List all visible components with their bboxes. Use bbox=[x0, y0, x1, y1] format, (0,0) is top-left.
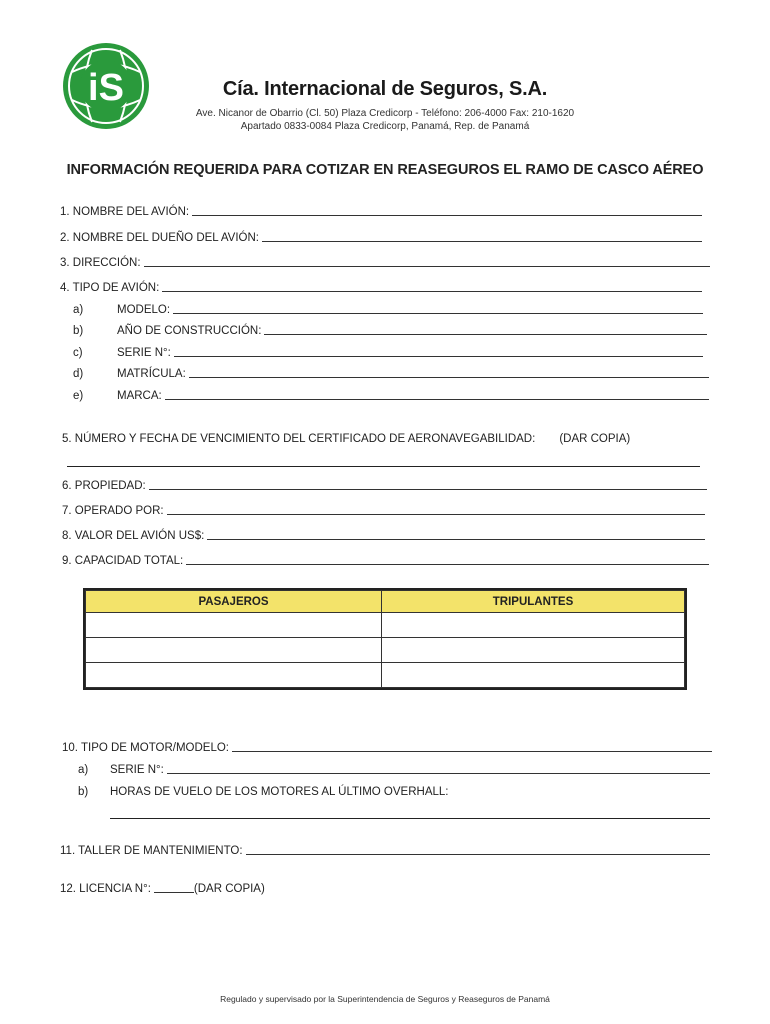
field-serial-number bbox=[73, 347, 703, 359]
table-cell[interactable] bbox=[86, 663, 382, 688]
table-cell[interactable] bbox=[86, 638, 382, 663]
field-owner-name bbox=[60, 232, 702, 244]
field-engine-serial bbox=[78, 764, 710, 776]
footer-regulatory-note: Regulado y supervisado por la Superintendencia de Seguros y Reaseguros de Panamá bbox=[220, 994, 550, 1004]
field-blank-line[interactable] bbox=[167, 764, 710, 774]
field-make bbox=[73, 390, 709, 402]
field-blank-line[interactable] bbox=[154, 883, 194, 893]
field-blank-line[interactable] bbox=[232, 742, 712, 752]
table-row bbox=[86, 638, 685, 663]
field-label: 1. NOMBRE DEL AVIÓN: bbox=[60, 206, 190, 218]
field-blank-line[interactable] bbox=[246, 845, 710, 855]
table-header-row bbox=[86, 591, 685, 613]
table-row bbox=[86, 613, 685, 638]
field-label: HORAS DE VUELO DE LOS MOTORES AL ÚLTIMO OVERHALL: bbox=[110, 786, 449, 798]
item-letter: e) bbox=[73, 390, 84, 402]
table-cell[interactable] bbox=[382, 638, 685, 663]
field-blank-line[interactable] bbox=[262, 232, 702, 242]
company-logo bbox=[62, 42, 150, 130]
field-label: AÑO DE CONSTRUCCIÓN: bbox=[117, 325, 262, 337]
svg-text:iS: iS bbox=[88, 67, 124, 109]
field-address bbox=[60, 257, 710, 269]
field-label: MODELO: bbox=[117, 304, 171, 316]
form-title: INFORMACIÓN REQUERIDA PARA COTIZAR EN REASEGUROS EL RAMO DE CASCO AÉREO bbox=[66, 162, 704, 178]
field-label: 4. TIPO DE AVIÓN: bbox=[60, 282, 160, 294]
field-label: 12. LICENCIA N°: bbox=[60, 883, 151, 895]
field-engine-hours bbox=[78, 786, 710, 798]
field-label: 11. TALLER DE MANTENIMIENTO: bbox=[60, 845, 243, 857]
field-blank-line[interactable] bbox=[149, 480, 707, 490]
field-blank-line[interactable] bbox=[186, 555, 709, 565]
column-header-passengers: PASAJEROS bbox=[86, 591, 382, 613]
item-letter: b) bbox=[73, 325, 84, 337]
company-postal-address: Apartado 0833-0084 Plaza Credicorp, Panamá, Rep. de Panamá bbox=[240, 121, 530, 132]
item-letter: a) bbox=[73, 304, 84, 316]
field-blank-line[interactable] bbox=[207, 530, 705, 540]
capacity-table bbox=[85, 590, 685, 688]
field-blank-line[interactable] bbox=[173, 304, 703, 314]
field-blank-line[interactable] bbox=[110, 818, 710, 819]
field-label: SERIE N°: bbox=[110, 764, 164, 776]
field-label: 9. CAPACIDAD TOTAL: bbox=[62, 555, 184, 567]
field-label: MARCA: bbox=[117, 390, 162, 402]
field-blank-line[interactable] bbox=[174, 347, 703, 357]
column-header-crew: TRIPULANTES bbox=[382, 591, 685, 613]
field-airworthiness-certificate bbox=[62, 433, 702, 445]
field-operated-by bbox=[62, 505, 705, 517]
item-letter: a) bbox=[78, 764, 89, 776]
field-blank-line[interactable] bbox=[264, 325, 707, 335]
field-engine-type bbox=[62, 742, 712, 754]
table-cell[interactable] bbox=[382, 613, 685, 638]
table-cell[interactable] bbox=[382, 663, 685, 688]
company-address: Ave. Nicanor de Obarrio (Cl. 50) Plaza Credicorp - Teléfono: 206-4000 Fax: 210-1620 bbox=[195, 108, 575, 119]
copy-note: (DAR COPIA) bbox=[193, 883, 265, 895]
field-label: 2. NOMBRE DEL DUEÑO DEL AVIÓN: bbox=[60, 232, 259, 244]
field-blank-line[interactable] bbox=[189, 368, 709, 378]
field-label: 8. VALOR DEL AVIÓN US$: bbox=[62, 530, 205, 542]
item-letter: c) bbox=[73, 347, 83, 359]
field-model bbox=[73, 304, 703, 316]
field-maintenance-shop bbox=[60, 845, 710, 857]
field-label: 10. TIPO DE MOTOR/MODELO: bbox=[62, 742, 229, 754]
field-label: 7. OPERADO POR: bbox=[62, 505, 164, 517]
field-label: SERIE N°: bbox=[117, 347, 171, 359]
field-label: 3. DIRECCIÓN: bbox=[60, 257, 141, 269]
field-aircraft-value bbox=[62, 530, 705, 542]
table-cell[interactable] bbox=[86, 613, 382, 638]
field-license-number bbox=[60, 883, 265, 895]
field-label: MATRÍCULA: bbox=[117, 368, 186, 380]
company-name: Cía. Internacional de Seguros, S.A. bbox=[222, 78, 548, 100]
field-registration bbox=[73, 368, 709, 380]
field-label: 5. NÚMERO Y FECHA DE VENCIMIENTO DEL CERTIFICADO DE AERONAVEGABILIDAD: bbox=[62, 433, 536, 445]
table-row bbox=[86, 663, 685, 688]
field-ownership bbox=[62, 480, 707, 492]
field-blank-line[interactable] bbox=[165, 390, 709, 400]
field-blank-line[interactable] bbox=[144, 257, 710, 267]
field-label: 6. PROPIEDAD: bbox=[62, 480, 146, 492]
item-letter: d) bbox=[73, 368, 84, 380]
field-blank-line[interactable] bbox=[192, 206, 702, 216]
field-blank-line[interactable] bbox=[67, 466, 700, 467]
copy-note: (DAR COPIA) bbox=[559, 433, 631, 445]
field-total-capacity bbox=[62, 555, 709, 567]
field-aircraft-type bbox=[60, 282, 702, 294]
field-year-built bbox=[73, 325, 707, 337]
field-blank-line[interactable] bbox=[162, 282, 702, 292]
item-letter: b) bbox=[78, 786, 89, 798]
field-blank-line[interactable] bbox=[167, 505, 705, 515]
field-aircraft-name bbox=[60, 206, 702, 218]
